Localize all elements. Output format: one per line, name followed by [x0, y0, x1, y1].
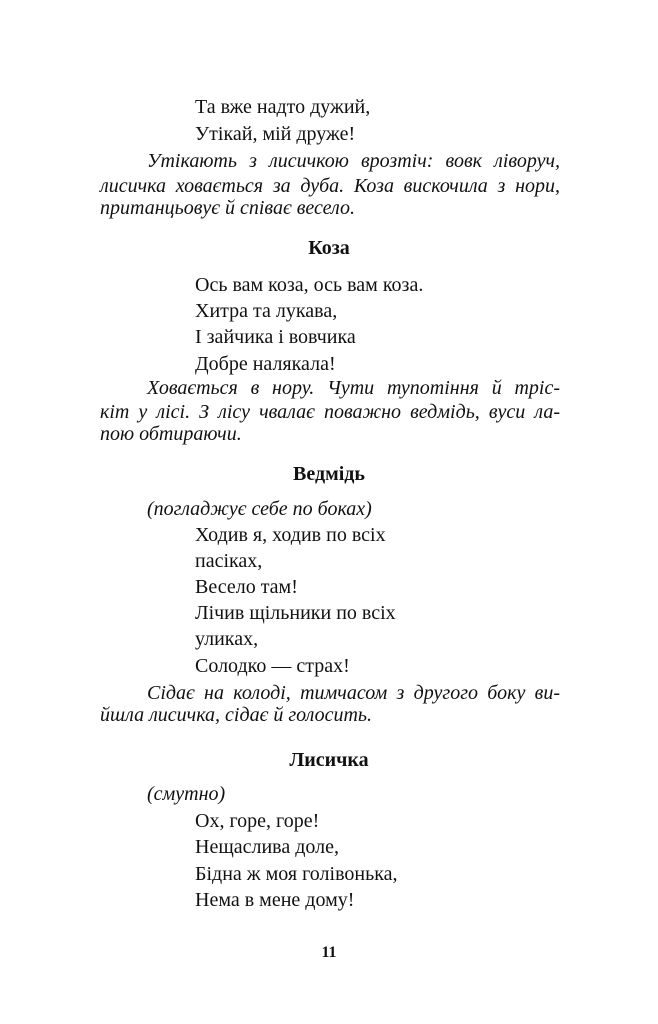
speaker-remark: (смутно) — [147, 783, 226, 805]
verse-line: Лічив щільники по всіх — [195, 602, 396, 624]
stage-direction-line: Ховається в нору. Чути тупотіння й тріс- — [147, 377, 560, 399]
verse-line: Весело там! — [195, 576, 298, 598]
verse-line: Нема в мене дому! — [195, 889, 355, 911]
verse-line: Ходив я, ходив по всіх — [195, 524, 386, 546]
stage-direction-line: пританцьовує й співає весело. — [100, 197, 355, 219]
verse-line: І зайчика і вовчика — [195, 326, 356, 348]
verse-line: Та вже надто дужий, — [195, 96, 371, 118]
verse-line: Солодко — страх! — [195, 655, 350, 677]
stage-direction-line: Сідає на колоді, тимчасом з другого боку ви- — [147, 682, 560, 704]
verse-line: Бідна ж моя голівонька, — [195, 863, 398, 885]
stage-direction-line: кіт у лісі. З лісу чвалає поважно ведмідь, вуси ла- — [100, 401, 560, 423]
verse-line: Ось вам коза, ось вам коза. — [195, 274, 424, 296]
stage-direction-line: лисичка ховається за дуба. Коза вискочила з нори, — [100, 175, 560, 197]
verse-line: Нещаслива доле, — [195, 836, 339, 858]
verse-line: Ох, горе, горе! — [195, 810, 320, 832]
verse-line: Хитра та лукава, — [195, 300, 338, 322]
verse-line: пасіках, — [195, 550, 263, 572]
verse-line: Утікай, мій друже! — [195, 123, 356, 145]
speaker-heading: Коза — [308, 237, 350, 259]
verse-line: уликах, — [195, 628, 259, 650]
stage-direction-line: Утікають з лисичкою врозтіч: вовк ліворуч, — [147, 150, 560, 172]
stage-direction-line: йшла лисичка, сідає й голосить. — [100, 704, 373, 726]
verse-line: Добре налякала! — [195, 353, 336, 375]
page-number: 11 — [321, 944, 337, 961]
speaker-remark: (погладжує себе по боках) — [147, 498, 372, 520]
speaker-heading: Лисичка — [289, 749, 369, 771]
stage-direction-line: пою обтираючи. — [100, 423, 242, 445]
speaker-heading: Ведмідь — [293, 463, 365, 485]
